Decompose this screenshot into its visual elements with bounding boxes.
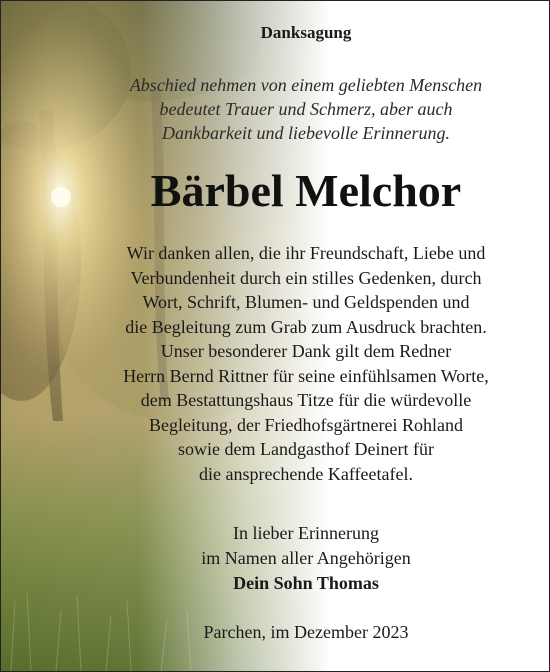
thanks-line: dem Bestattungshaus Titze für die würdevolle xyxy=(140,390,472,410)
closing-line: im Namen aller Angehörigen xyxy=(201,548,411,568)
thanks-line: Begleitung, der Friedhofsgärtnerei Rohland xyxy=(149,414,463,435)
thanks-line: Unser besonderer Dank gilt dem Redner xyxy=(160,341,452,361)
obituary-text xyxy=(1,1,549,671)
closing-block xyxy=(71,521,541,596)
thanks-line: Herrn Bernd Rittner für seine einfühlsamen Worte, xyxy=(123,365,489,386)
thanks-line: Verbundenheit durch ein stilles Gedenken, durch xyxy=(130,267,482,288)
place-date: Parchen, im Dezember 2023 xyxy=(203,622,409,642)
thanks-text xyxy=(71,241,541,486)
thanks-line: Wort, Schrift, Blumen- und Geldspenden und xyxy=(142,292,470,312)
motto-line: bedeutet Trauer und Schmerz, aber auch xyxy=(159,99,453,119)
thanks-line: sowie dem Landgasthof Deinert für xyxy=(178,439,434,459)
signature: Dein Sohn Thomas xyxy=(233,573,379,593)
motto-line: Abschied nehmen von einem geliebten Menschen xyxy=(129,75,483,95)
closing-line: In lieber Erinnerung xyxy=(233,523,379,543)
deceased-name: Bärbel Melchor xyxy=(150,165,462,216)
heading: Danksagung xyxy=(260,23,352,42)
motto-line: Dankbarkeit und liebevolle Erinnerung. xyxy=(162,123,450,143)
thanks-line: die ansprechende Kaffeetafel. xyxy=(198,463,414,484)
thanks-line: Wir danken allen, die ihr Freundschaft, Liebe und xyxy=(126,243,486,263)
motto-quote xyxy=(71,73,541,145)
thanks-line: die Begleitung zum Grab zum Ausdruck brachten. xyxy=(125,316,487,337)
